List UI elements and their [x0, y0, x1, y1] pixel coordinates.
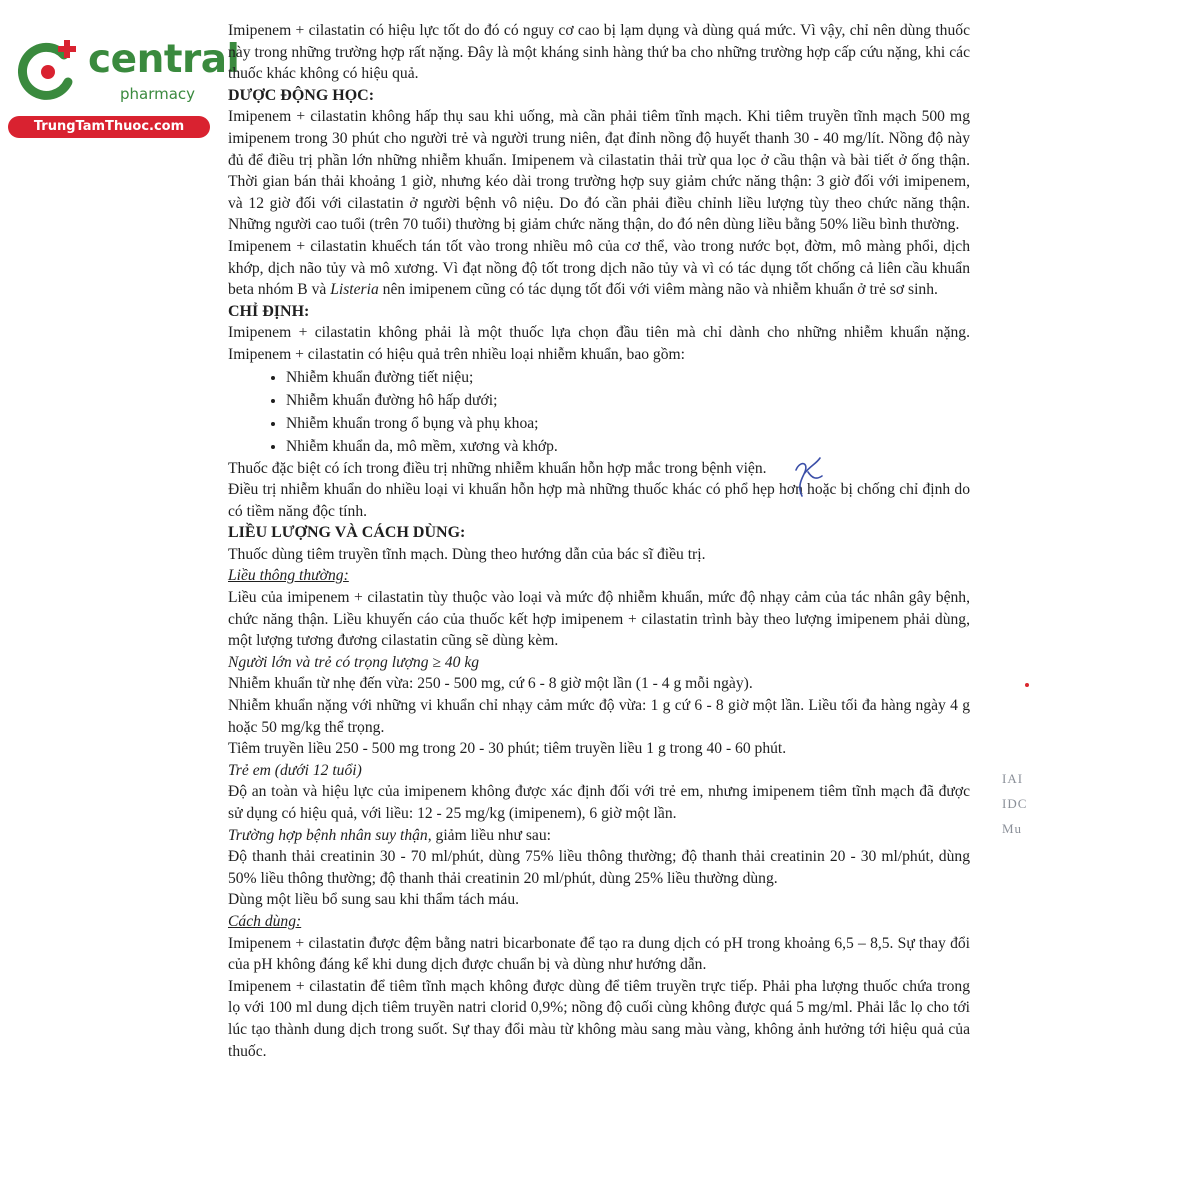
logo-wordmark: central [88, 37, 240, 82]
logo-subtitle: pharmacy [120, 85, 196, 103]
usage-paragraph-1: Imipenem + cilastatin được đệm bằng natri bicarbonate để tạo ra dung dịch có pH trong khoảng 6,5 – 8,5. Sự thay đổi của pH không đáng kể khi dung dịch được chuẩn bị và dùng như hướng dẫn. [228, 934, 970, 974]
usage-paragraph-2: Imipenem + cilastatin để tiêm tĩnh mạch không được dùng để tiêm truyền trực tiếp. Phải pha lượng thuốc chứa trong lọ với 100 ml dung dịch tiêm truyền natri clorid 0,9%; nồng độ cuối cùng không được quá 5 mg/ml. Phải lắc lọ cho tới lúc tạo thành dung dịch trong suốt. Sự thay đổi màu từ không màu sang màu vàng, không ảnh hưởng tới hiệu quả của thuốc. [228, 977, 970, 1060]
document-page [228, 20, 970, 1062]
indications-paragraph-3: Điều trị nhiễm khuẩn do nhiều loại vi khuẩn hỗn hợp mà những thuốc khác có phổ hẹp hơn hoặc bị chống chỉ định do có tiềm năng độc tính. [228, 481, 970, 520]
children-heading: Trẻ em (dưới 12 tuổi) [228, 761, 362, 779]
renal-heading-rest: giảm liều như sau: [431, 826, 551, 844]
pk-p2-text-a: Imipenem + cilastatin khuếch tán tốt vào trong nhiều mô của cơ thể, vào trong nước bọt, đờm, mô màng phổi, dịch khớp, dịch não tủy và mô xương. Vì đạt nồng độ tốt trong dịch não tủy và vì có tác dụng tốt chống cả liên cầu khuẩn beta nhóm B và [228, 237, 970, 299]
intro-paragraph: Imipenem + cilastatin có hiệu lực tốt do đó có nguy cơ cao bị lạm dụng và dùng quá mức. Vì vậy, chỉ nên dùng thuốc này trong những trường hợp rất nặng. Đây là một kháng sinh hàng thứ ba cho những trường hợp cấp cứu nặng, khi các thuốc khác không có hiệu quả. [228, 22, 970, 83]
renal-dose-2: Dùng một liều bổ sung sau khi thẩm tách máu. [228, 891, 520, 909]
heading-dosage: LIỀU LƯỢNG VÀ CÁCH DÙNG: [228, 524, 466, 542]
logo-url-badge[interactable]: TrungTamThuoc.com [8, 116, 210, 138]
list-item: • Nhiễm khuẩn đường hô hấp dưới; [286, 389, 970, 412]
red-mark [1025, 683, 1029, 687]
heading-pharmacokinetics: DƯỢC ĐỘNG HỌC: [228, 86, 375, 104]
margin-fragments [1002, 766, 1027, 841]
indications-list [228, 366, 970, 458]
dosage-paragraph-2: Liều của imipenem + cilastatin tùy thuộc vào loại và mức độ nhiễm khuẩn, mức độ nhạy cảm của tác nhân gây bệnh, chức năng thận. Liều khuyến cáo của thuốc kết hợp imipenem + cilastatin trình bày theo lượng imipenem phải dùng, một lượng tương đương cilastatin cũng sẽ dùng kèm. [228, 589, 970, 650]
usual-dose-heading: Liều thông thường: [228, 567, 349, 585]
indications-paragraph-1: Imipenem + cilastatin không phải là một thuốc lựa chọn đầu tiên mà chỉ dành cho những nhiễm khuẩn nặng. Imipenem + cilastatin có hiệu quả trên nhiều loại nhiễm khuẩn, bao gồm: [228, 324, 970, 363]
list-item: • Nhiễm khuẩn da, mô mềm, xương và khớp. [286, 435, 970, 458]
pharmacy-logo-icon [14, 38, 82, 106]
children-dose: Độ an toàn và hiệu lực của imipenem không được xác định đối với trẻ em, nhưng imipenem tiêm tĩnh mạch đã được sử dụng có hiệu quả, với liều: 12 - 25 mg/kg (imipenem), 6 giờ một lần. [228, 783, 970, 822]
renal-heading-italic: Trường hợp bệnh nhân suy thận, [228, 826, 432, 844]
renal-dose-1: Độ thanh thải creatinin 30 - 70 ml/phút, dùng 75% liều thông thường; độ thanh thải creatinin 20 - 30 ml/phút, dùng 50% liều thông thường; độ thanh thải creatinin 20 ml/phút, dùng 25% liều thường dùng. [228, 848, 970, 887]
list-item: • Nhiễm khuẩn trong ổ bụng và phụ khoa; [286, 412, 970, 435]
adults-dose-2: Nhiễm khuẩn nặng với những vi khuẩn chỉ nhạy cảm mức độ vừa: 1 g cứ 6 - 8 giờ một lần. Liều tối đa hàng ngày 4 g hoặc 50 mg/kg thể trọng. [228, 697, 970, 736]
margin-fragment: Mu [1002, 821, 1023, 836]
central-pharmacy-logo[interactable] [8, 32, 240, 142]
adults-dose-1: Nhiễm khuẩn từ nhẹ đến vừa: 250 - 500 mg, cứ 6 - 8 giờ một lần (1 - 4 g mỗi ngày). [228, 675, 753, 693]
pharmacokinetics-paragraph-1: Imipenem + cilastatin không hấp thụ sau khi uống, mà cần phải tiêm tĩnh mạch. Khi tiêm truyền tĩnh mạch 500 mg imipenem trong 30 phút cho người trẻ và người trung niên, đạt đỉnh nồng độ huyết thanh 30 - 40 mg/lít. Nồng độ này đủ để điều trị phần lớn những nhiễm khuẩn. Imipenem và cilastatin thải trừ qua lọc ở cầu thận và bài tiết ở ống thận. Thời gian bán thải khoảng 1 giờ, nhưng kéo dài trong trường hợp suy giảm chức năng thận: 3 giờ đối với imipenem, và 12 giờ đối với cilastatin ở người bệnh vô niệu. Do đó cần phải điều chỉnh liều lượng tùy theo chức năng thận. Những người cao tuổi (trên 70 tuổi) thường bị giảm chức năng thận, do đó nên dùng liều bằng 50% liều bình thường. [228, 108, 970, 234]
dosage-paragraph-1: Thuốc dùng tiêm truyền tĩnh mạch. Dùng theo hướng dẫn của bác sĩ điều trị. [228, 545, 706, 563]
signature-icon [790, 452, 826, 498]
pharmacokinetics-paragraph-2 [228, 236, 970, 301]
pk-p2-text-b: nên imipenem cũng có tác dụng tốt đối với viêm màng não và nhiễm khuẩn ở trẻ sơ sinh. [378, 281, 938, 299]
margin-fragment: IAI [1002, 771, 1024, 786]
renal-heading [228, 825, 970, 847]
heading-indications: CHỈ ĐỊNH: [228, 302, 310, 320]
list-item: • Nhiễm khuẩn đường tiết niệu; [286, 366, 970, 389]
pk-p2-listeria: Listeria [330, 281, 379, 299]
indications-paragraph-2: Thuốc đặc biệt có ích trong điều trị những nhiễm khuẩn hỗn hợp mắc trong bệnh viện. [228, 459, 767, 477]
adults-dose-3: Tiêm truyền liều 250 - 500 mg trong 20 - 30 phút; tiêm truyền liều 1 g trong 40 - 60 phút. [228, 740, 787, 758]
usage-heading: Cách dùng: [228, 912, 302, 930]
adults-heading: Người lớn và trẻ có trọng lượng ≥ 40 kg [228, 653, 480, 671]
margin-fragment: IDC [1002, 796, 1028, 811]
